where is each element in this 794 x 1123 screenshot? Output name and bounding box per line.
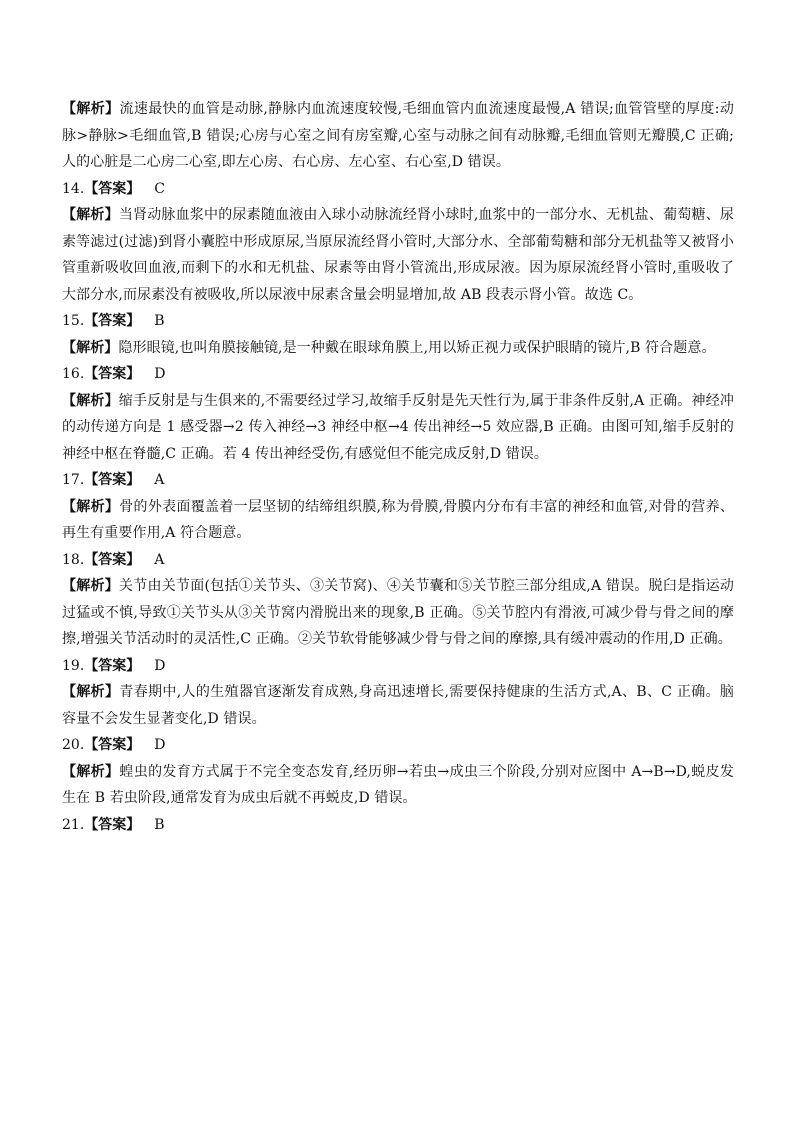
answer-value: B [154, 816, 165, 833]
question-number: 20. [62, 737, 85, 753]
answer-tag: 【答案】 [84, 657, 141, 674]
analysis-text: 青春期中,人的生殖器官逐渐发育成熟,身高迅速增长,需要保持健康的生活方式,A、B、C 正确。脑容量不会发生显著变化,D 错误。 [62, 684, 735, 727]
analysis-paragraph [62, 679, 734, 732]
answer-line [62, 176, 734, 203]
answer-value: B [154, 313, 165, 329]
answer-tag: 【答案】 [84, 551, 141, 568]
analysis-paragraph [62, 494, 734, 547]
answer-tag: 【答案】 [84, 472, 141, 488]
answer-value: D [154, 366, 166, 382]
analysis-tag: 【解析】 [62, 498, 120, 515]
analysis-paragraph [62, 759, 734, 812]
answer-line [62, 361, 734, 388]
question-number: 19. [62, 657, 85, 674]
analysis-tag: 【解析】 [62, 101, 120, 117]
answer-value: A [154, 472, 165, 488]
answer-line [62, 812, 734, 839]
analysis-paragraph [62, 202, 734, 308]
analysis-tag: 【解析】 [62, 578, 119, 594]
answer-tag: 【答案】 [84, 180, 141, 197]
analysis-text: 蝗虫的发育方式属于不完全变态发育,经历卵→若虫→成虫三个阶段,分别对应图中 A→B→D,蜕皮发生在 B 若虫阶段,通常发育为成虫后就不再蜕皮,D 错误。 [62, 763, 734, 806]
analysis-text: 隐形眼镜,也叫角膜接触镜,是一种戴在眼球角膜上,用以矫正视力或保护眼睛的镜片,B 符合题意。 [118, 339, 716, 356]
question-number: 21. [62, 816, 85, 833]
analysis-text: 关节由关节面(包括①关节头、③关节窝)、④关节囊和⑤关节腔三部分组成,A 错误。脱臼是指运动过猛或不慎,导致①关节头从③关节窝内滑脱出来的现象,B 正确。⑤关节腔内有滑液,可减少骨与骨之间的摩擦,增强关节活动时的灵活性,C 正确。②关节软骨能够减少骨与骨之间的摩擦,具有缓冲震动的作用,D 正确。 [62, 578, 734, 647]
analysis-text: 流速最快的血管是动脉,静脉内血流速度较慢,毛细血管内血流速度最慢,A 错误;血管管壁的厚度:动脉>静脉>毛细血管,B 错误;心房与心室之间有房室瓣,心室与动脉之间有动脉瓣,毛细血管则无瓣膜,C 正确;人的心脏是二心房二心室,即左心房、右心房、左心室、右心室,D 错误。 [62, 101, 734, 170]
answer-line [62, 467, 734, 494]
analysis-paragraph [62, 573, 734, 653]
question-number: 16. [62, 366, 85, 382]
question-number: 14. [62, 180, 85, 197]
answer-value: D [154, 657, 166, 674]
analysis-paragraph [62, 96, 734, 176]
answer-line [62, 653, 734, 680]
analysis-paragraph [62, 388, 734, 468]
analysis-tag: 【解析】 [62, 684, 120, 700]
answer-value: C [154, 180, 165, 197]
analysis-text: 当肾动脉血浆中的尿素随血液由入球小动脉流经肾小球时,血浆中的一部分水、无机盐、葡萄糖、尿素等滤过(过滤)到肾小囊腔中形成原尿,当原尿流经肾小管时,大部分水、全部葡萄糖和部分无机盐等又被肾小管重新吸收回血液,而剩下的水和无机盐、尿素等由肾小管流出,形成尿液。因为原尿流经肾小管时,重吸收了大部分水,而尿素没有被吸收,所以尿液中尿素含量会明显增加,故 AB 段表示肾小管。故选 C。 [62, 207, 734, 303]
answer-tag: 【答案】 [84, 737, 141, 753]
question-number: 15. [62, 313, 85, 329]
analysis-tag: 【解析】 [62, 339, 119, 356]
document-content [62, 96, 734, 838]
answer-line [62, 308, 734, 335]
answer-tag: 【答案】 [84, 816, 141, 833]
answer-value: D [154, 737, 166, 753]
question-number: 17. [62, 472, 85, 488]
answer-tag: 【答案】 [84, 313, 141, 329]
answer-line [62, 732, 734, 759]
analysis-text: 骨的外表面覆盖着一层坚韧的结缔组织膜,称为骨膜,骨膜内分布有丰富的神经和血管,对骨的营养、再生有重要作用,A 符合题意。 [62, 498, 734, 541]
analysis-tag: 【解析】 [62, 763, 120, 780]
analysis-tag: 【解析】 [62, 207, 119, 223]
analysis-text: 缩手反射是与生俱来的,不需要经过学习,故缩手反射是先天性行为,属于非条件反射,A 正确。神经冲的动传递方向是 1 感受器→2 传入神经→3 神经中枢→4 传出神经→5 效应器,B 正确。由图可知,缩手反射的神经中枢在脊髓,C 正确。若 4 传出神经受伤,有感觉但不能完成反射,D 错误。 [62, 392, 734, 462]
answer-value: A [154, 551, 165, 568]
analysis-tag: 【解析】 [62, 392, 119, 409]
answer-line [62, 547, 734, 574]
answer-tag: 【答案】 [84, 366, 141, 382]
analysis-paragraph [62, 335, 734, 362]
question-number: 18. [62, 551, 85, 568]
